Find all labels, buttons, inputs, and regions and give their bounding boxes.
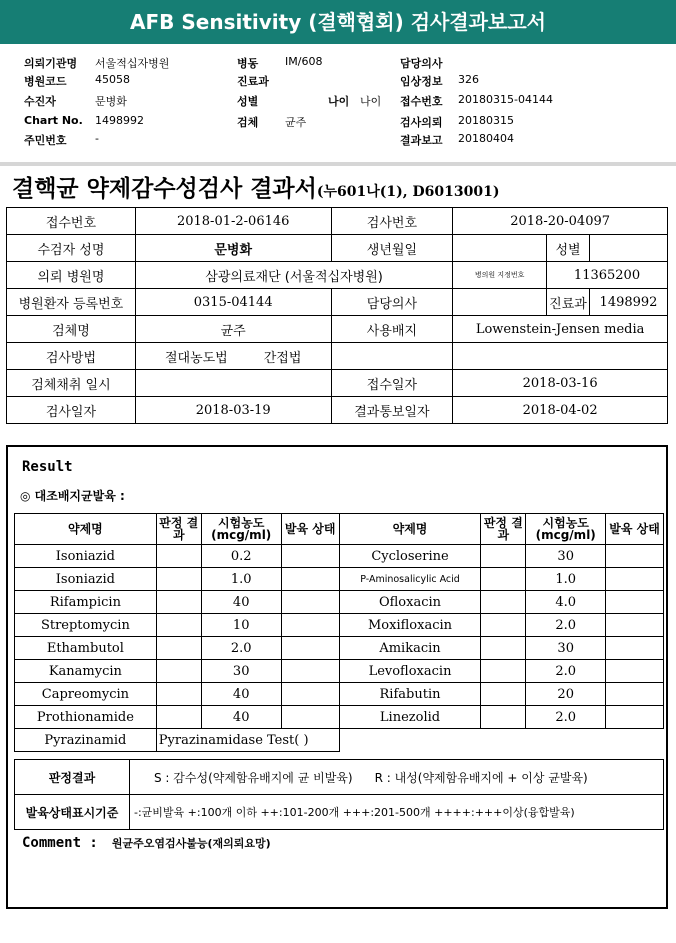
drug-table-header — [15, 514, 664, 545]
form-row — [7, 235, 668, 262]
dept-value: 1498992 — [590, 289, 668, 316]
conc-cell: 40 — [201, 591, 281, 614]
info-row — [0, 55, 676, 71]
drug-name: Pyrazinamid — [15, 729, 157, 752]
info-row — [0, 73, 676, 89]
hospital-code-label: 병의원 지정번호 — [453, 262, 547, 289]
info-row — [0, 132, 676, 148]
judge-cell — [481, 614, 526, 637]
judge-cell — [156, 591, 201, 614]
drug-name: Levofloxacin — [339, 660, 481, 683]
resident-label: 주민번호 — [24, 134, 67, 147]
comment-label: Comment : — [22, 835, 98, 851]
conc-cell: 30 — [526, 545, 606, 568]
clinical-value: 326 — [458, 73, 479, 86]
report-date-value: 20180404 — [458, 132, 514, 145]
conc-cell: 40 — [201, 683, 281, 706]
reg-label: 병원환자 등록번호 — [7, 289, 136, 316]
patient-form-table — [6, 207, 668, 424]
col-drug: 약제명 — [339, 514, 481, 545]
specimen-label: 검체명 — [7, 316, 136, 343]
drug-name: Linezolid — [339, 706, 481, 729]
exam-no-value: 2018-20-04097 — [453, 208, 668, 235]
tested-label: 검사일자 — [7, 397, 136, 424]
growth-cell — [281, 637, 339, 660]
growth-cell — [606, 568, 664, 591]
blank-cell — [331, 343, 453, 370]
judge-cell — [481, 545, 526, 568]
growth-legend-label: 발육상태표시기준 — [15, 795, 130, 830]
receipt-no-value: 2018-01-2-06146 — [135, 208, 331, 235]
judge-legend-s: S : 감수성(약제함유배지에 균 비발육) — [154, 770, 353, 785]
judge-legend-value — [130, 760, 664, 795]
judge-cell — [156, 683, 201, 706]
sex-label: 성별 — [547, 235, 590, 262]
comment-value: 원균주오염검사불능(재의뢰요망) — [111, 837, 271, 850]
info-row — [0, 93, 676, 109]
doctor-label: 담당의사 — [331, 289, 453, 316]
form-row — [7, 370, 668, 397]
growth-cell — [606, 637, 664, 660]
conc-cell: 0.2 — [201, 545, 281, 568]
col-judge: 판정 결과 — [156, 514, 201, 545]
drug-name: Streptomycin — [15, 614, 157, 637]
ward-label: 병동 — [237, 57, 259, 70]
hospital-label: 의뢰 병원명 — [7, 262, 136, 289]
judge-cell — [156, 545, 201, 568]
drug-name: P-Aminosalicylic Acid — [339, 568, 481, 591]
growth-cell — [606, 591, 664, 614]
conc-cell: 1.0 — [201, 568, 281, 591]
form-row — [7, 343, 668, 370]
tested-value: 2018-03-19 — [135, 397, 331, 424]
sex-label: 성별 — [237, 95, 259, 108]
conc-cell: 30 — [526, 637, 606, 660]
table-row — [15, 683, 664, 706]
receipt-label: 접수번호 — [400, 95, 443, 108]
report-title-bar: AFB Sensitivity (결핵협회) 검사결과보고서 — [0, 0, 676, 44]
patient-value: 문병화 — [95, 95, 127, 108]
judge-legend-r: R : 내성(약제함유배지에 + 이상 균발육) — [374, 770, 588, 785]
age-label: 나이 — [328, 95, 350, 108]
institution-value: 서울적십자병원 — [95, 57, 170, 70]
receipt-value: 20180315-04144 — [458, 93, 553, 106]
form-row — [7, 262, 668, 289]
report-heading-code: (누601나(1), D6013001) — [316, 184, 500, 200]
judge-cell — [481, 683, 526, 706]
method-label: 검사방법 — [7, 343, 136, 370]
collect-label: 검체채취 일시 — [7, 370, 136, 397]
hospital-code-value: 45058 — [95, 73, 130, 86]
drug-name: Ofloxacin — [339, 591, 481, 614]
reg-value: 0315-04144 — [135, 289, 331, 316]
birth-label: 생년월일 — [331, 235, 453, 262]
clinical-label: 임상정보 — [400, 75, 443, 88]
table-row — [15, 614, 664, 637]
institution-label: 의뢰기관명 — [24, 57, 78, 70]
control-growth-title: ◎ 대조배지균발육 : — [20, 489, 125, 503]
judge-cell — [481, 706, 526, 729]
method-indirect: 간접법 — [263, 350, 302, 366]
conc-cell: 40 — [201, 706, 281, 729]
specimen-label: 검체 — [237, 116, 259, 129]
name-label: 수검자 성명 — [7, 235, 136, 262]
drug-name: Rifampicin — [15, 591, 157, 614]
resident-value: - — [95, 132, 99, 145]
medium-value: Lowenstein-Jensen media — [453, 316, 668, 343]
drug-name: Moxifloxacin — [339, 614, 481, 637]
report-heading — [12, 170, 499, 203]
result-panel — [6, 445, 668, 909]
col-drug: 약제명 — [15, 514, 157, 545]
blank-cell — [453, 343, 668, 370]
drug-name: Capreomycin — [15, 683, 157, 706]
birth-value — [453, 235, 547, 262]
received-value: 2018-03-16 — [453, 370, 668, 397]
growth-cell — [606, 683, 664, 706]
judge-cell — [156, 660, 201, 683]
drug-name: Cycloserine — [339, 545, 481, 568]
patient-info-panel — [0, 48, 676, 162]
conc-cell: 2.0 — [526, 706, 606, 729]
growth-cell — [281, 568, 339, 591]
drug-name: Prothionamide — [15, 706, 157, 729]
table-row — [15, 660, 664, 683]
col-conc: 시험농도 (mcg/ml) — [526, 514, 606, 545]
table-row — [15, 637, 664, 660]
drug-name: Isoniazid — [15, 545, 157, 568]
request-label: 검사의뢰 — [400, 116, 443, 129]
drug-table — [14, 513, 664, 752]
hospital-code-label: 병원코드 — [24, 75, 67, 88]
table-row — [15, 568, 664, 591]
legend-row — [15, 795, 664, 830]
judge-cell — [156, 637, 201, 660]
judge-cell — [481, 591, 526, 614]
col-growth: 발육 상태 — [606, 514, 664, 545]
judge-legend-label: 판정결과 — [15, 760, 130, 795]
received-label: 접수일자 — [331, 370, 453, 397]
patient-label: 수진자 — [24, 95, 56, 108]
method-absolute: 절대농도법 — [164, 350, 228, 366]
report-date-label: 결과보고 — [400, 134, 443, 147]
col-conc: 시험농도 (mcg/ml) — [201, 514, 281, 545]
table-row — [15, 706, 664, 729]
drug-name: Ethambutol — [15, 637, 157, 660]
collect-value — [135, 370, 331, 397]
section-divider — [0, 162, 676, 166]
notified-value: 2018-04-02 — [453, 397, 668, 424]
col-growth: 발육 상태 — [281, 514, 339, 545]
conc-cell: 20 — [526, 683, 606, 706]
report-heading-text: 결핵균 약제감수성검사 결과서 — [12, 175, 317, 202]
growth-cell — [281, 683, 339, 706]
specimen-value: 균주 — [285, 116, 307, 129]
dept-label: 진료과 — [237, 75, 269, 88]
judge-cell — [481, 637, 526, 660]
form-row — [7, 397, 668, 424]
blank-cell — [339, 729, 663, 752]
specimen-value: 균주 — [135, 316, 331, 343]
medium-label: 사용배지 — [331, 316, 453, 343]
form-row — [7, 316, 668, 343]
doctor-label: 담당의사 — [400, 57, 443, 70]
drug-name: Amikacin — [339, 637, 481, 660]
conc-cell: 2.0 — [201, 637, 281, 660]
growth-cell — [281, 614, 339, 637]
table-row — [15, 591, 664, 614]
judge-cell — [481, 568, 526, 591]
exam-no-label: 검사번호 — [331, 208, 453, 235]
conc-cell: 30 — [201, 660, 281, 683]
comment — [22, 835, 271, 851]
growth-cell — [281, 545, 339, 568]
chart-value: 1498992 — [95, 114, 144, 127]
pza-test: Pyrazinamidase Test( ) — [156, 729, 339, 752]
judge-cell — [156, 706, 201, 729]
dept-label: 진료과 — [547, 289, 590, 316]
judge-cell — [481, 660, 526, 683]
doctor-value — [453, 289, 547, 316]
legend-row — [15, 760, 664, 795]
name-value: 문병화 — [135, 235, 331, 262]
chart-label: Chart No. — [24, 114, 83, 127]
judge-cell — [156, 568, 201, 591]
form-row — [7, 289, 668, 316]
form-row — [7, 208, 668, 235]
hospital-value: 삼광의료재단 (서울적십자병원) — [135, 262, 452, 289]
table-row — [15, 729, 664, 752]
growth-cell — [281, 706, 339, 729]
growth-cell — [606, 660, 664, 683]
sex-value — [590, 235, 668, 262]
growth-cell — [606, 545, 664, 568]
growth-cell — [281, 660, 339, 683]
drug-name: Kanamycin — [15, 660, 157, 683]
conc-cell: 10 — [201, 614, 281, 637]
col-judge: 판정 결과 — [481, 514, 526, 545]
method-value — [135, 343, 331, 370]
growth-cell — [606, 706, 664, 729]
notified-label: 결과통보일자 — [331, 397, 453, 424]
conc-cell: 2.0 — [526, 614, 606, 637]
drug-name: Isoniazid — [15, 568, 157, 591]
hospital-code-value: 11365200 — [547, 262, 668, 289]
legend-table — [14, 759, 664, 830]
receipt-no-label: 접수번호 — [7, 208, 136, 235]
info-row — [0, 114, 676, 130]
ward-value: IM/608 — [285, 55, 323, 68]
conc-cell: 2.0 — [526, 660, 606, 683]
drug-name: Rifabutin — [339, 683, 481, 706]
request-value: 20180315 — [458, 114, 514, 127]
age-value: 나이 — [360, 95, 382, 108]
judge-cell — [156, 614, 201, 637]
growth-legend-value: -:균비발육 +:100개 이하 ++:101-200개 +++:201-500개 ++++:+++이상(융합발육) — [130, 795, 664, 830]
result-title: Result — [22, 459, 73, 475]
conc-cell: 4.0 — [526, 591, 606, 614]
growth-cell — [606, 614, 664, 637]
table-row — [15, 545, 664, 568]
growth-cell — [281, 591, 339, 614]
conc-cell: 1.0 — [526, 568, 606, 591]
